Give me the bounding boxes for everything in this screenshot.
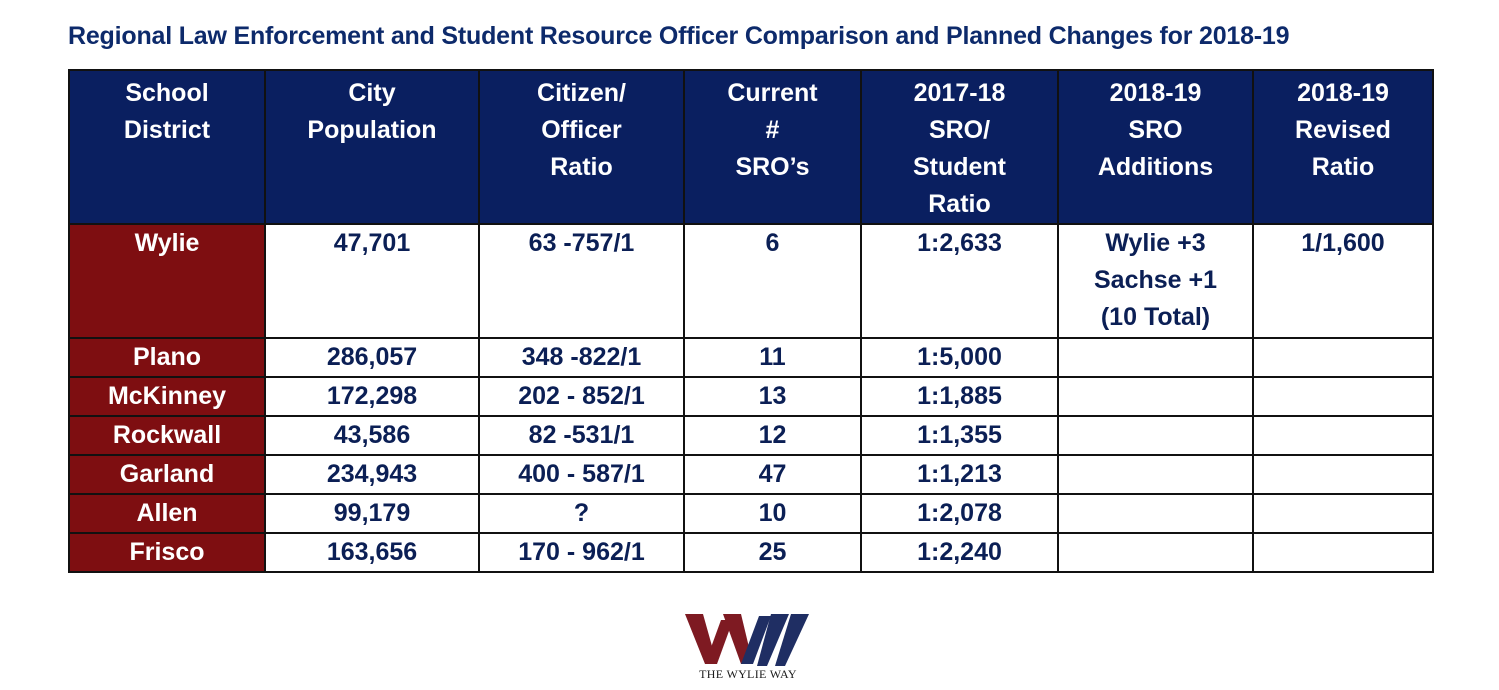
- header-sro-additions: 2018-19 SRO Additions: [1058, 70, 1253, 224]
- header-row: [69, 70, 1433, 224]
- citizen-officer-ratio-cell: 400 - 587/1: [479, 455, 684, 494]
- citizen-officer-ratio-cell: 63 -757/1: [479, 224, 684, 338]
- revised-ratio-cell: 1/1,600: [1253, 224, 1433, 338]
- district-cell: Garland: [69, 455, 265, 494]
- current-sros-cell: 25: [684, 533, 861, 572]
- population-cell: 234,943: [265, 455, 479, 494]
- table-row: [69, 455, 1433, 494]
- population-cell: 286,057: [265, 338, 479, 377]
- citizen-officer-ratio-cell: ?: [479, 494, 684, 533]
- district-cell: Frisco: [69, 533, 265, 572]
- district-cell: Allen: [69, 494, 265, 533]
- citizen-officer-ratio-cell: 82 -531/1: [479, 416, 684, 455]
- district-cell: Wylie: [69, 224, 265, 338]
- population-cell: 172,298: [265, 377, 479, 416]
- sro-student-ratio-cell: 1:1,885: [861, 377, 1058, 416]
- sro-student-ratio-cell: 1:2,240: [861, 533, 1058, 572]
- header-sro-student-ratio: 2017-18 SRO/ Student Ratio: [861, 70, 1058, 224]
- table-row: [69, 377, 1433, 416]
- header-city-population: City Population: [265, 70, 479, 224]
- sro-additions-cell: [1058, 416, 1253, 455]
- population-cell: 99,179: [265, 494, 479, 533]
- current-sros-cell: 11: [684, 338, 861, 377]
- revised-ratio-cell: [1253, 494, 1433, 533]
- current-sros-cell: 12: [684, 416, 861, 455]
- revised-ratio-cell: [1253, 455, 1433, 494]
- current-sros-cell: 6: [684, 224, 861, 338]
- sro-student-ratio-cell: 1:1,213: [861, 455, 1058, 494]
- sro-student-ratio-cell: 1:5,000: [861, 338, 1058, 377]
- citizen-officer-ratio-cell: 348 -822/1: [479, 338, 684, 377]
- sro-additions-cell: [1058, 533, 1253, 572]
- header-revised-ratio: 2018-19 Revised Ratio: [1253, 70, 1433, 224]
- sro-additions-cell: [1058, 455, 1253, 494]
- population-cell: 163,656: [265, 533, 479, 572]
- sro-additions-cell: Wylie +3 Sachse +1 (10 Total): [1058, 224, 1253, 338]
- table-row: [69, 533, 1433, 572]
- logo-caption: THE WYLIE WAY: [699, 667, 797, 681]
- population-cell: 43,586: [265, 416, 479, 455]
- revised-ratio-cell: [1253, 377, 1433, 416]
- sro-student-ratio-cell: 1:2,078: [861, 494, 1058, 533]
- revised-ratio-cell: [1253, 533, 1433, 572]
- population-cell: 47,701: [265, 224, 479, 338]
- sro-comparison-table: [68, 69, 1434, 573]
- citizen-officer-ratio-cell: 202 - 852/1: [479, 377, 684, 416]
- sro-student-ratio-cell: 1:2,633: [861, 224, 1058, 338]
- district-cell: McKinney: [69, 377, 265, 416]
- revised-ratio-cell: [1253, 416, 1433, 455]
- sro-additions-cell: [1058, 338, 1253, 377]
- current-sros-cell: 13: [684, 377, 861, 416]
- table-row: [69, 416, 1433, 455]
- header-current-sros: Current # SRO’s: [684, 70, 861, 224]
- page-title: Regional Law Enforcement and Student Resource Officer Comparison and Planned Changes for 2018-19: [68, 22, 1290, 50]
- district-cell: Plano: [69, 338, 265, 377]
- header-citizen-officer-ratio: Citizen/ Officer Ratio: [479, 70, 684, 224]
- table-row: [69, 494, 1433, 533]
- table-row: [69, 224, 1433, 338]
- revised-ratio-cell: [1253, 338, 1433, 377]
- sro-student-ratio-cell: 1:1,355: [861, 416, 1058, 455]
- header-school-district: School District: [69, 70, 265, 224]
- current-sros-cell: 47: [684, 455, 861, 494]
- sro-additions-cell: [1058, 494, 1253, 533]
- table-row: [69, 338, 1433, 377]
- citizen-officer-ratio-cell: 170 - 962/1: [479, 533, 684, 572]
- current-sros-cell: 10: [684, 494, 861, 533]
- sro-additions-cell: [1058, 377, 1253, 416]
- district-cell: Rockwall: [69, 416, 265, 455]
